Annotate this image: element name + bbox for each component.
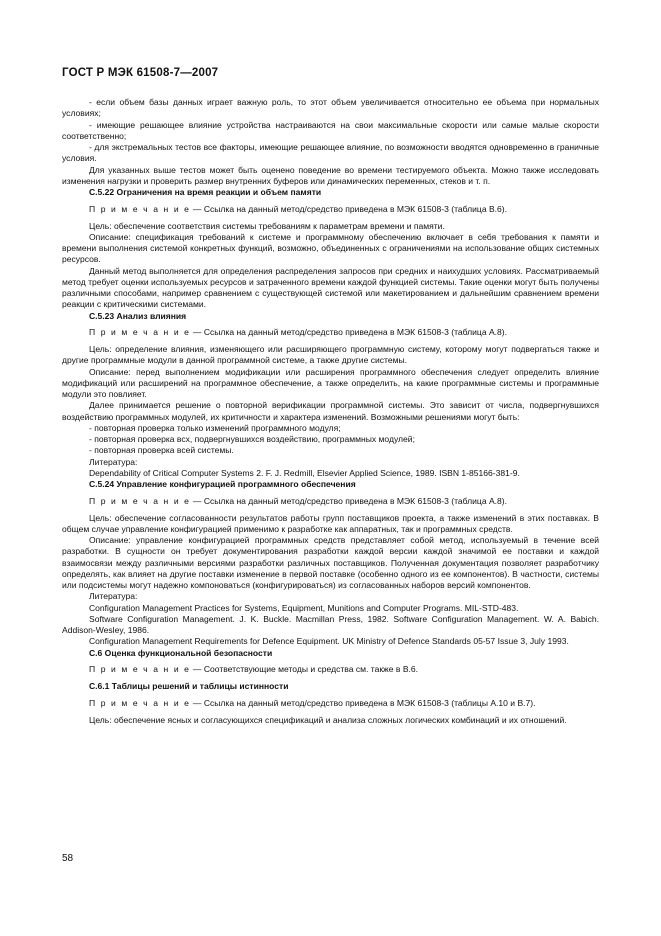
list-item: - повторная проверка всей системы. xyxy=(89,445,234,456)
page-body xyxy=(62,97,599,726)
note-label: П р и м е ч а н и е xyxy=(89,203,191,214)
note-label: П р и м е ч а н и е xyxy=(89,495,191,506)
list-item: - повторная проверка всх, подвергнувшихся воздействию, программных модулей; xyxy=(89,434,415,444)
note-label: П р и м е ч а н и е xyxy=(89,327,191,338)
paragraph: Данный метод выполняется для определения распределения запросов при средних и наихудших условиях. Рассматриваемый метод требует оценки используемых ресурсов и затраченного времени каждой функцией системы. Такие оценки могут быть получены различными способами, например сравнением с существующей системой или макетированием и дальнейшим сравнением времени реакции с критическими системами. xyxy=(62,265,599,310)
note-label: П р и м е ч а н и е xyxy=(89,664,191,675)
paragraph: - если объем базы данных играет важную роль, то этот объем увеличивается относительно ее объема при нормальных условиях; xyxy=(62,97,599,119)
paragraph: - для экстремальных тестов все факторы, имеющие решающее влияние, по возможности вводятся одновременно в граничные условия. xyxy=(62,142,599,164)
note-text: — Ссылка на данный метод/средство приведена в МЭК 61508-3 (таблица В.6). xyxy=(190,203,507,214)
paragraph: Описание: управление конфигурацией программных средств представляет собой метод, используемый в течение всей разработки. В сущности он требует документирования разработки каждой версии каждой значимой ее поставки и каждой взаимосвязи между различными версиями разработки различных поставщиков. Полученная документация позволяет разработчику определять, как влияет на другие поставки изменение в первой поставке (особенно одного из ее компонентов). В частности, системы или подсистемы могут надежно компоноваться (конфигурироваться) из согласованных наборов версий компонентов. xyxy=(62,535,599,590)
paragraph: Для указанных выше тестов может быть оценено поведение во времени тестируемого объекта. Можно также исследовать изменения нагрузки и проверить размер внутренних буферов или динамических переменных, стеков и т. п. xyxy=(62,164,599,186)
paragraph: Цель: определение влияния, изменяющего или расширяющего программную систему, которому могут подвергаться также и другие программные модули в данной программной системе, а также другие системы. xyxy=(62,344,599,366)
section-heading: С.5.24 Управление конфигурацией программного обеспечения xyxy=(89,479,356,489)
paragraph: Цель: обеспечение согласованности результатов работы групп поставщиков проекта, а также изменений в этих поставках. В общем случае управление конфигурацией применимо к разработке как аппаратных, так и программных средств. xyxy=(62,512,599,534)
note xyxy=(62,698,599,709)
note-text: — Ссылка на данный метод/средство приведена в МЭК 61508-3 (таблица А.8). xyxy=(190,495,507,506)
note xyxy=(62,327,599,338)
note xyxy=(62,664,599,675)
section-heading: С.6 Оценка функциональной безопасности xyxy=(89,647,273,658)
reference: Configuration Management Requirements for Defence Equipment. UK Ministry of Defence Standards 05-57 Issue 3, July 1993. xyxy=(89,636,569,647)
note xyxy=(62,496,599,507)
paragraph: - имеющие решающее влияние устройства настраиваются на свои максимальные скорости или самые малые скорости соответственно; xyxy=(62,119,599,141)
note-text: — Соответствующие методы и средства см. также в В.6. xyxy=(190,664,419,675)
paragraph: Далее принимается решение о повторной верификации программной системы. Это зависит от числа, подвергнувшихся воздействию программных модулей, их критичности и характера изменений. Возможными решениями могут быть: xyxy=(62,400,599,422)
reference: Software Configuration Management. J. K. Buckle. Macmillan Press, 1982. Software Configuration Management. W. A. Babich. Addison-Wesley, 1986. xyxy=(62,613,599,635)
paragraph: Литература: xyxy=(89,591,138,602)
section-heading: С.5.22 Ограничения на время реакции и объем памяти xyxy=(89,187,322,197)
paragraph: Цель: обеспечение ясных и согласующихся спецификаций и анализа сложных логических комбинаций и их отношений. xyxy=(89,714,567,725)
paragraph: Цель: обеспечение соответствия системы требованиям к параметрам времени и памяти. xyxy=(89,220,445,231)
note-label: П р и м е ч а н и е xyxy=(89,697,191,708)
section-heading: С.5.23 Анализ влияния xyxy=(89,310,187,321)
note-text: — Ссылка на данный метод/средство приведена в МЭК 61508-3 (таблица А.8). xyxy=(190,327,507,338)
page-header: ГОСТ Р МЭК 61508-7—2007 xyxy=(62,67,219,79)
note xyxy=(62,204,599,215)
paragraph: Описание: спецификация требований к системе и программному обеспечению включает в себя требования к памяти и времени выполнения системой конкретных функций, возможно, объединенных с ограничениями на использование общих системных ресурсов. xyxy=(62,231,599,265)
paragraph: Описание: перед выполнением модификации или расширения программного обеспечения следует определить влияние модификаций или расширений на программное обеспечение, а также определить, на какие программные системы и программные модули это повлияет. xyxy=(62,366,599,399)
section-heading: С.6.1 Таблицы решений и таблицы истинности xyxy=(89,681,289,691)
reference: Dependability of Critical Computer Systems 2. F. J. Redmill, Elsevier Applied Science, 1989. ISBN 1-85166-381-9. xyxy=(89,467,520,478)
note-text: — Ссылка на данный метод/средство приведена в МЭК 61508-3 (таблицы А.10 и В.7). xyxy=(190,697,536,708)
page-number: 58 xyxy=(62,853,74,864)
paragraph: Литература: xyxy=(89,456,138,467)
reference: Configuration Management Practices for Systems, Equipment, Munitions and Computer Programs. MIL-STD-483. xyxy=(89,602,519,613)
list-item: - повторная проверка только изменений программного модуля; xyxy=(89,422,341,433)
